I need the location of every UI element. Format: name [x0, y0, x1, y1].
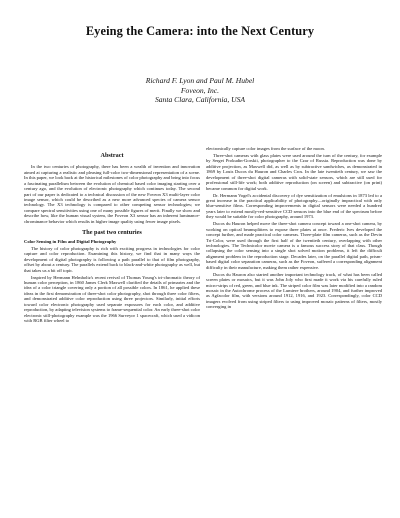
affiliation: Foveon, Inc.: [180, 85, 220, 95]
body-paragraph: Dr. Hermann Vogel's accidental discovery of dye sensitization of emulsions in 1873 led to a great increase in the practical applicability of photography—originally impractical with only blue-sensitive films. Corresponding improvements in digital sensors were needed a hundred years later to extend mostly-red-sensitive CCD sensors into the blue end of the spectrum before they would be suitable for color photography, around 1973.: [206, 192, 382, 220]
body-paragraph: Ducos du Hauron helped move the three-shot camera concept toward a one-shot camera, by working on optical beamsplitters to expose three plates at once. Frederic Ives developed the concept further, and made practical color cameras. Three-plate film cameras, such as the Devin Tri-Color, were used through the first half of the twentieth century, overlapping with other technologies. The Technicolor movie camera is a famous success story of that class. Though collapsing the color sensing into a single shot solved motion problems, it left the difficult alignment problem in the reproduction stage. Decades later, on the parallel digital path, prism-based digital color separation cameras, such as the Foveon, suffered a corresponding alignment difficulty in their manufacture, making them rather expensive.: [206, 221, 382, 270]
paper-title: Eyeing the Camera: into the Next Century: [85, 24, 315, 38]
abstract-text: In the two centuries of photography, there has been a wealth of invention and innovation aimed at capturing a realistic and pleasing full-color two-dimensional representation of a scene. In this paper, we look back at the historical milestones of color photography and bring into focus a fascinating parallelism between the evolution of chemical based color imaging starting over a century ago, and the evolution of electronic photography which continues today. The second part of our paper is dedicated to a technical discussion of the new Foveon X3 multi-layer color image sensor, which could be described as a new more advanced species of camera sensor technology. The X3 technology is compared to other competing sensor technologies; we compare spectral sensitivities using one of many possible figures of merit. Finally we show and describe how, like the human visual system, the Foveon X3 sensor has an inherent luminance-chrominance behavior which results in higher image quality using fewer image pixels.: [24, 164, 200, 224]
body-paragraph: Ducos du Hauron also started another important technology track, of what has been called screen plates or mosaics, but it was John Joly who first made it work via his carefully ruled micro-strips of red, green, and blue ink. The striped color film was later modified into a random mosaic in the Autochrome process of the Lumiere brothers, around 1904, and further improved as Agfacolor film, with versions around 1912, 1916, and 1923. Correspondingly, color CCD imagers evolved from using striped filters to using improved mosaic patterns of filters, mostly converging in: [206, 271, 382, 310]
location: Santa Clara, California, USA: [154, 95, 246, 105]
body-paragraph: The history of color photography is rich with exciting progress in technologies for color capture and color reproduction. Examining this history, we find that in many ways the development of digital photography is following a path parallel to that of film photography, offset by about a century. The parallels extend back to black-and-white photography as well, but that takes us a bit off topic.: [24, 245, 200, 273]
abstract-heading: Abstract: [100, 152, 124, 159]
body-paragraph: electronically capture color images from the surface of the moon.: [206, 146, 325, 151]
section-heading: The past two centuries: [82, 229, 142, 237]
body-paragraph: Inspired by Hermann Helmholtz's recent revival of Thomas Young's tri-chromatic theory of human color perception, in 1860 James Clerk Maxwell clarified the details of primaries and the idea of a color triangle covering only a portion of all possible colors. In 1861, he applied these ideas in the first demonstration of three-shot color photography, shot through three color filters, and demonstrated additive color reproduction using three projectors. Similarly, initial efforts toward color electronic photography used separate exposures for each color, and additive reproduction, by adapting television systems to frame-sequential color. An early three-shot color electronic still-photography example was the 1966 Surveyor 1 spacecraft, which used a vidicon with RGB filter wheel to: [24, 274, 200, 323]
left-column: [24, 148, 200, 325]
author-names: Richard F. Lyon and Paul M. Hubel: [145, 76, 255, 85]
body-paragraph: Three-shot cameras with glass plates were used around the turn of the century, for example by Sergei Prokudin-Gorskii, photographer to the Czar of Russia. Reproduction was done by additive projection, as Maxwell did, as well as by subtractive sandwiches, as demonstrated in 1869 by Louis Ducos du Hauron and Charles Cros. In the late twentieth century, we saw the development of three-shot digital cameras with solid-state sensors, which are still used for professional still-life work; both additive reproduction (on screen) and subtractive (on print) became common for digital work.: [206, 153, 382, 191]
subsection-heading: Color Sensing in Film and Digital Photography: [24, 239, 117, 245]
author-block: [0, 76, 400, 105]
right-column: [206, 146, 382, 311]
